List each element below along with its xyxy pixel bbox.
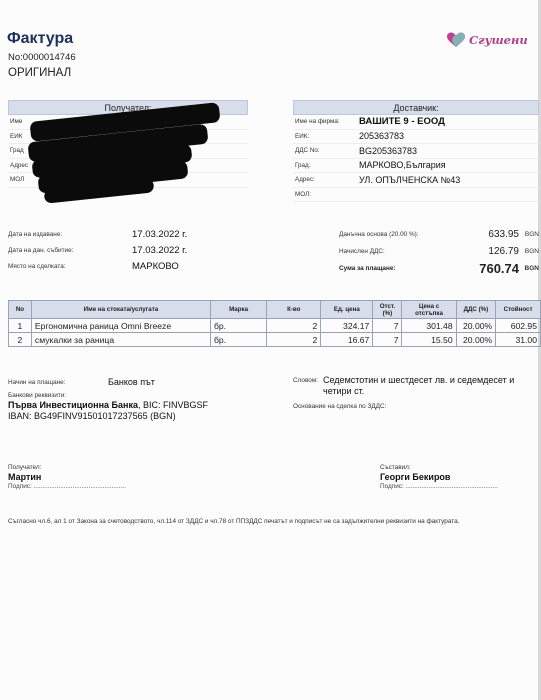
item-unit: бр. xyxy=(210,333,266,347)
item-name: смукалки за раница xyxy=(31,333,210,347)
signature-recipient-label: Получател: xyxy=(8,464,42,471)
words-label: Словом: xyxy=(293,377,319,384)
item-unit: бр. xyxy=(210,319,266,333)
supplier-row xyxy=(293,115,539,130)
tax-event-value: 17.03.2022 г. xyxy=(132,244,188,256)
bank-name: Първа Инвестиционна Банка xyxy=(8,400,138,410)
items-table xyxy=(8,300,541,347)
recipient-label: Име xyxy=(10,118,23,126)
item-discount-price: 301.48 xyxy=(402,319,456,333)
total-value: 760.74 xyxy=(479,261,519,276)
tax-event-row xyxy=(8,242,248,258)
tax-event-label: Дата на дан. събитие: xyxy=(8,246,74,254)
item-price: 16.67 xyxy=(321,333,373,347)
bank-details-label: Банкови реквизити: xyxy=(8,392,67,399)
payment-block xyxy=(8,375,278,421)
item-no: 2 xyxy=(9,333,32,347)
currency: BGN xyxy=(524,248,539,255)
item-no: 1 xyxy=(9,319,32,333)
heart-logo-icon xyxy=(446,32,466,48)
tax-base-value: 633.95 xyxy=(488,229,519,240)
supplier-heading: Доставчик: xyxy=(293,100,539,115)
words-value: Седемстотин и шестдесет лв. и седемдесет и четири ст. xyxy=(323,375,515,396)
payment-method-label: Начин на плащане: xyxy=(8,378,66,386)
supplier-label: Град: xyxy=(295,161,311,169)
bank-iban: IBAN: BG49FINV91501017237565 (BGN) xyxy=(8,411,176,421)
item-vat: 20.00% xyxy=(456,319,496,333)
recipient-label: МОЛ xyxy=(10,176,25,184)
total-label: Сума за плащане: xyxy=(339,265,396,272)
column-header: No xyxy=(9,301,32,319)
signature-line: Подпис: .................................................... xyxy=(380,483,498,490)
place-value: МАРКОВО xyxy=(132,260,179,272)
item-discount: 7 xyxy=(373,333,402,347)
recipient-label: ЕИК xyxy=(10,132,23,140)
supplier-label: Адрес: xyxy=(295,176,315,184)
place-label: Място на сделката: xyxy=(8,262,66,270)
supplier-row xyxy=(293,130,539,145)
bank-name-line xyxy=(8,400,278,410)
item-vat: 20.00% xyxy=(456,333,496,347)
issue-date-label: Дата на издаване: xyxy=(8,230,63,238)
table-row xyxy=(9,333,541,347)
currency: BGN xyxy=(524,231,539,238)
invoice-number: No:0000014746 xyxy=(8,52,76,63)
recipient-label: Град xyxy=(10,147,24,155)
column-header: Стойност xyxy=(496,301,541,319)
column-header: Ед. цена xyxy=(321,301,373,319)
column-header: Име на стоката/услугата xyxy=(31,301,210,319)
item-name: Ергономична раница Omni Breeze xyxy=(31,319,210,333)
supplier-value: УЛ. ОПЪЛЧЕНСКА №43 xyxy=(359,174,461,185)
vat-value: 126.79 xyxy=(488,246,519,257)
place-row xyxy=(8,258,248,274)
supplier-row xyxy=(293,188,539,203)
signature-composer-name: Георги Бекиров xyxy=(380,472,451,482)
table-header-row xyxy=(9,301,541,319)
signature-recipient-name: Мартин xyxy=(8,472,42,482)
words-row xyxy=(293,375,539,397)
recipient-signature xyxy=(8,464,126,490)
vat-basis-label: Основание на сделка по ЗДДС: xyxy=(293,403,387,410)
column-header: ДДС (%) xyxy=(456,301,496,319)
totals-block xyxy=(323,226,539,277)
supplier-row xyxy=(293,144,539,159)
supplier-row xyxy=(293,159,539,174)
supplier-box xyxy=(293,100,539,202)
supplier-value: BG205363783 xyxy=(359,145,418,156)
copy-type: ОРИГИНАЛ xyxy=(8,67,72,79)
vat-label: Начислен ДДС: xyxy=(339,248,385,255)
supplier-value: МАРКОВО,България xyxy=(359,160,446,171)
dates-block xyxy=(8,226,248,274)
item-amount: 31.00 xyxy=(496,333,541,347)
supplier-label: МОЛ: xyxy=(295,190,311,198)
item-qty: 2 xyxy=(267,333,321,347)
recipient-label: Адрес xyxy=(10,161,29,169)
payment-method-row xyxy=(8,375,278,389)
company-logo xyxy=(446,32,528,48)
legal-footer: Съгласно чл.6, ал 1 от Закона за счетоводството, чл.114 от ЗДДС и чл.78 от ППЗДДС печатът и подписът не са задължителни реквизити на фактурата. xyxy=(8,518,460,525)
vat-row xyxy=(323,243,539,260)
item-qty: 2 xyxy=(267,319,321,333)
supplier-value: 205363783 xyxy=(359,131,405,142)
words-block xyxy=(293,375,539,410)
bank-bic: , BIC: FINVBGSF xyxy=(137,400,208,410)
column-header: Цена с отстъпка xyxy=(402,301,456,319)
composer-signature xyxy=(380,464,498,490)
item-discount: 7 xyxy=(373,319,402,333)
item-amount: 602.95 xyxy=(496,319,541,333)
issue-date-value: 17.03.2022 г. xyxy=(132,228,188,240)
column-header: К-во xyxy=(267,301,321,319)
issue-date-row xyxy=(8,226,248,242)
table-row xyxy=(9,319,541,333)
item-discount-price: 15.50 xyxy=(402,333,456,347)
invoice-title: Фактура xyxy=(7,30,74,47)
column-header: Отст. (%) xyxy=(373,301,402,319)
recipient-heading: Получател: xyxy=(8,100,248,115)
supplier-row xyxy=(293,173,539,188)
supplier-label: ЕИК: xyxy=(295,132,310,140)
supplier-label: Име на фирма: xyxy=(295,118,340,126)
signature-line: Подпис: .................................................... xyxy=(8,483,126,490)
currency: BGN xyxy=(524,265,539,272)
logo-text: Сгушени xyxy=(469,33,528,47)
tax-base-row xyxy=(323,226,539,243)
payment-method-value: Банков път xyxy=(108,377,155,387)
supplier-label: ДДС No: xyxy=(295,147,320,155)
tax-base-label: Данъчна основа (20.00 %): xyxy=(339,231,419,238)
item-price: 324.17 xyxy=(321,319,373,333)
signature-composer-label: Съставил: xyxy=(380,464,411,471)
column-header: Марка xyxy=(210,301,266,319)
supplier-value: ВАШИТЕ 9 - ЕООД xyxy=(359,116,445,128)
total-row xyxy=(323,260,539,277)
